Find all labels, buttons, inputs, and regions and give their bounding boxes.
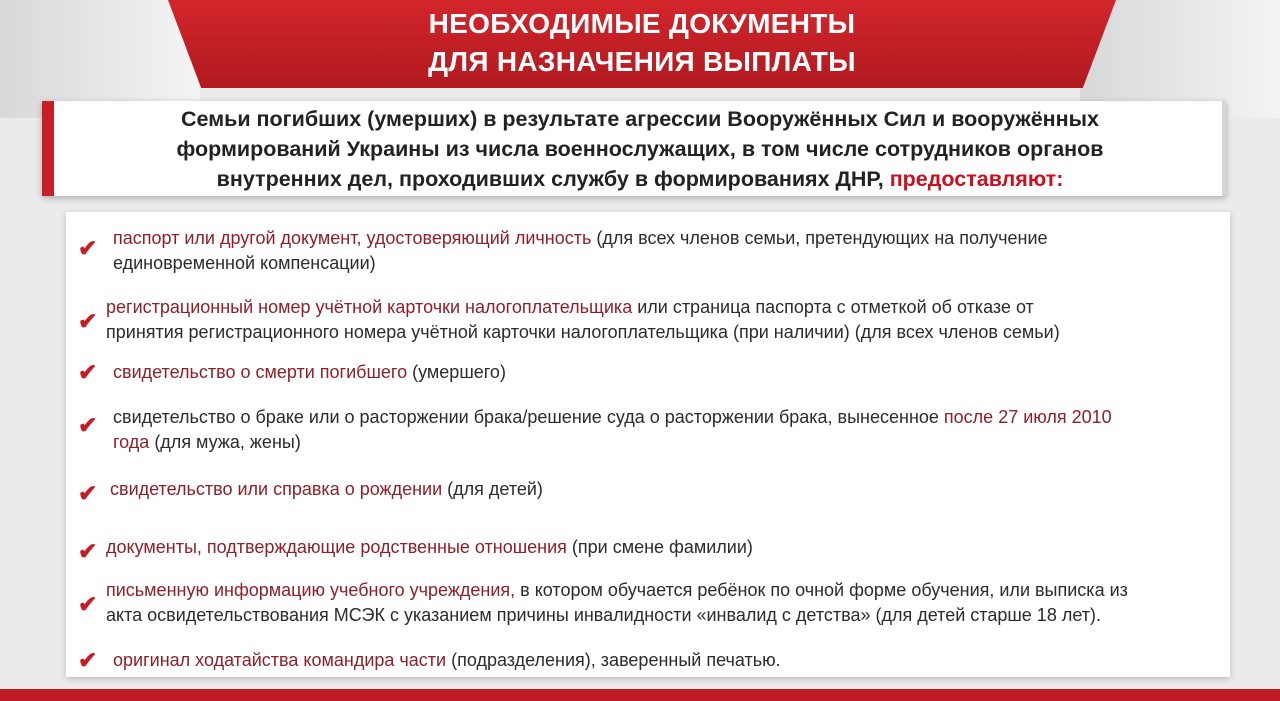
- list-item-line-1: [113, 405, 1213, 430]
- list-item-highlight: после 27 июля 2010: [943, 407, 1112, 427]
- list-item-line-1: [113, 648, 1213, 673]
- checkmark-icon: ✔: [78, 647, 98, 673]
- checkmark-icon: ✔: [78, 412, 98, 438]
- checkmark-icon: ✔: [78, 591, 98, 617]
- checkmark-icon: ✔: [78, 538, 98, 564]
- list-item-line-1: [106, 578, 1206, 603]
- list-item-rest: (подразделения), заверенный печатью.: [446, 650, 781, 670]
- bottom-accent-bar: [0, 689, 1280, 701]
- checkmark-icon: ✔: [78, 235, 98, 261]
- list-item-highlight: оригинал ходатайства командира части: [113, 650, 447, 670]
- list-item-line-2: принятия регистрационного номера учётной карточки налогоплательщика (при наличии) (для всех членов семьи): [106, 322, 1060, 342]
- list-item-text: [113, 648, 1213, 673]
- list-item-rest: (умершего): [407, 362, 506, 382]
- list-item-line-1: [113, 226, 1213, 251]
- subtitle: [100, 104, 1180, 194]
- subtitle-accent-stripe: [42, 101, 54, 196]
- list-item-highlight: паспорт или другой документ, удостоверяющий личность: [113, 228, 592, 248]
- list-item-line-2: [113, 430, 1213, 455]
- list-item-text: [113, 360, 1213, 385]
- list-item-text: [106, 578, 1206, 628]
- page-title: [168, 5, 1116, 81]
- list-item-highlight: свидетельство о смерти погибшего: [113, 362, 408, 382]
- subtitle-line-3-text: внутренних дел, проходивших службу в формированиях ДНР,: [216, 167, 884, 191]
- list-item-highlight: документы, подтверждающие родственные отношения: [106, 537, 567, 557]
- subtitle-edge-stripe: [1222, 101, 1226, 196]
- list-item-highlight: свидетельство или справка о рождении: [110, 479, 443, 499]
- list-item-rest: (для мужа, жены): [149, 432, 301, 452]
- list-item-line-1: [113, 360, 1213, 385]
- list-item-line-1: [106, 295, 1206, 320]
- list-item-text: [113, 226, 1213, 276]
- subtitle-emphasis: предоставляют:: [889, 167, 1064, 191]
- list-item-text: [106, 535, 1206, 560]
- list-item-highlight: года: [113, 432, 150, 452]
- list-item-text: [106, 295, 1206, 345]
- list-item-rest: свидетельство о браке или о расторжении брака/решение суда о расторжении брака, вынесенное: [113, 407, 944, 427]
- list-item-line-1: [110, 477, 1210, 502]
- subtitle-line-3: [100, 164, 1180, 194]
- subtitle-line-2: формирований Украины из числа военнослужащих, в том числе сотрудников органов: [176, 137, 1104, 161]
- list-item-text: [110, 477, 1210, 502]
- subtitle-line-1: Семьи погибших (умерших) в результате агрессии Вооружённых Сил и вооружённых: [181, 107, 1099, 131]
- list-item-line-2: акта освидетельствования МСЭК с указанием причины инвалидности «инвалид с детства» (для детей старше 18 лет).: [106, 605, 1101, 625]
- list-item-rest: (при смене фамилии): [566, 537, 753, 557]
- list-item-text: [113, 405, 1213, 455]
- list-item-highlight: регистрационный номер учётной карточки налогоплательщика: [106, 297, 633, 317]
- checkmark-icon: ✔: [78, 359, 98, 385]
- checkmark-icon: ✔: [78, 480, 98, 506]
- list-item-rest: в котором обучается ребёнок по очной форме обучения, или выписка из: [515, 580, 1128, 600]
- list-item-line-2: единовременной компенсации): [113, 253, 376, 273]
- list-item-rest: (для всех членов семьи, претендующих на получение: [591, 228, 1048, 248]
- checkmark-icon: ✔: [78, 308, 98, 334]
- title-line-1: НЕОБХОДИМЫЕ ДОКУМЕНТЫ: [428, 8, 856, 39]
- list-item-line-1: [106, 535, 1206, 560]
- list-item-highlight: письменную информацию учебного учреждения,: [106, 580, 516, 600]
- title-line-2: ДЛЯ НАЗНАЧЕНИЯ ВЫПЛАТЫ: [428, 46, 856, 77]
- list-item-rest: (для детей): [442, 479, 543, 499]
- list-item-rest: или страница паспорта с отметкой об отказе от: [632, 297, 1034, 317]
